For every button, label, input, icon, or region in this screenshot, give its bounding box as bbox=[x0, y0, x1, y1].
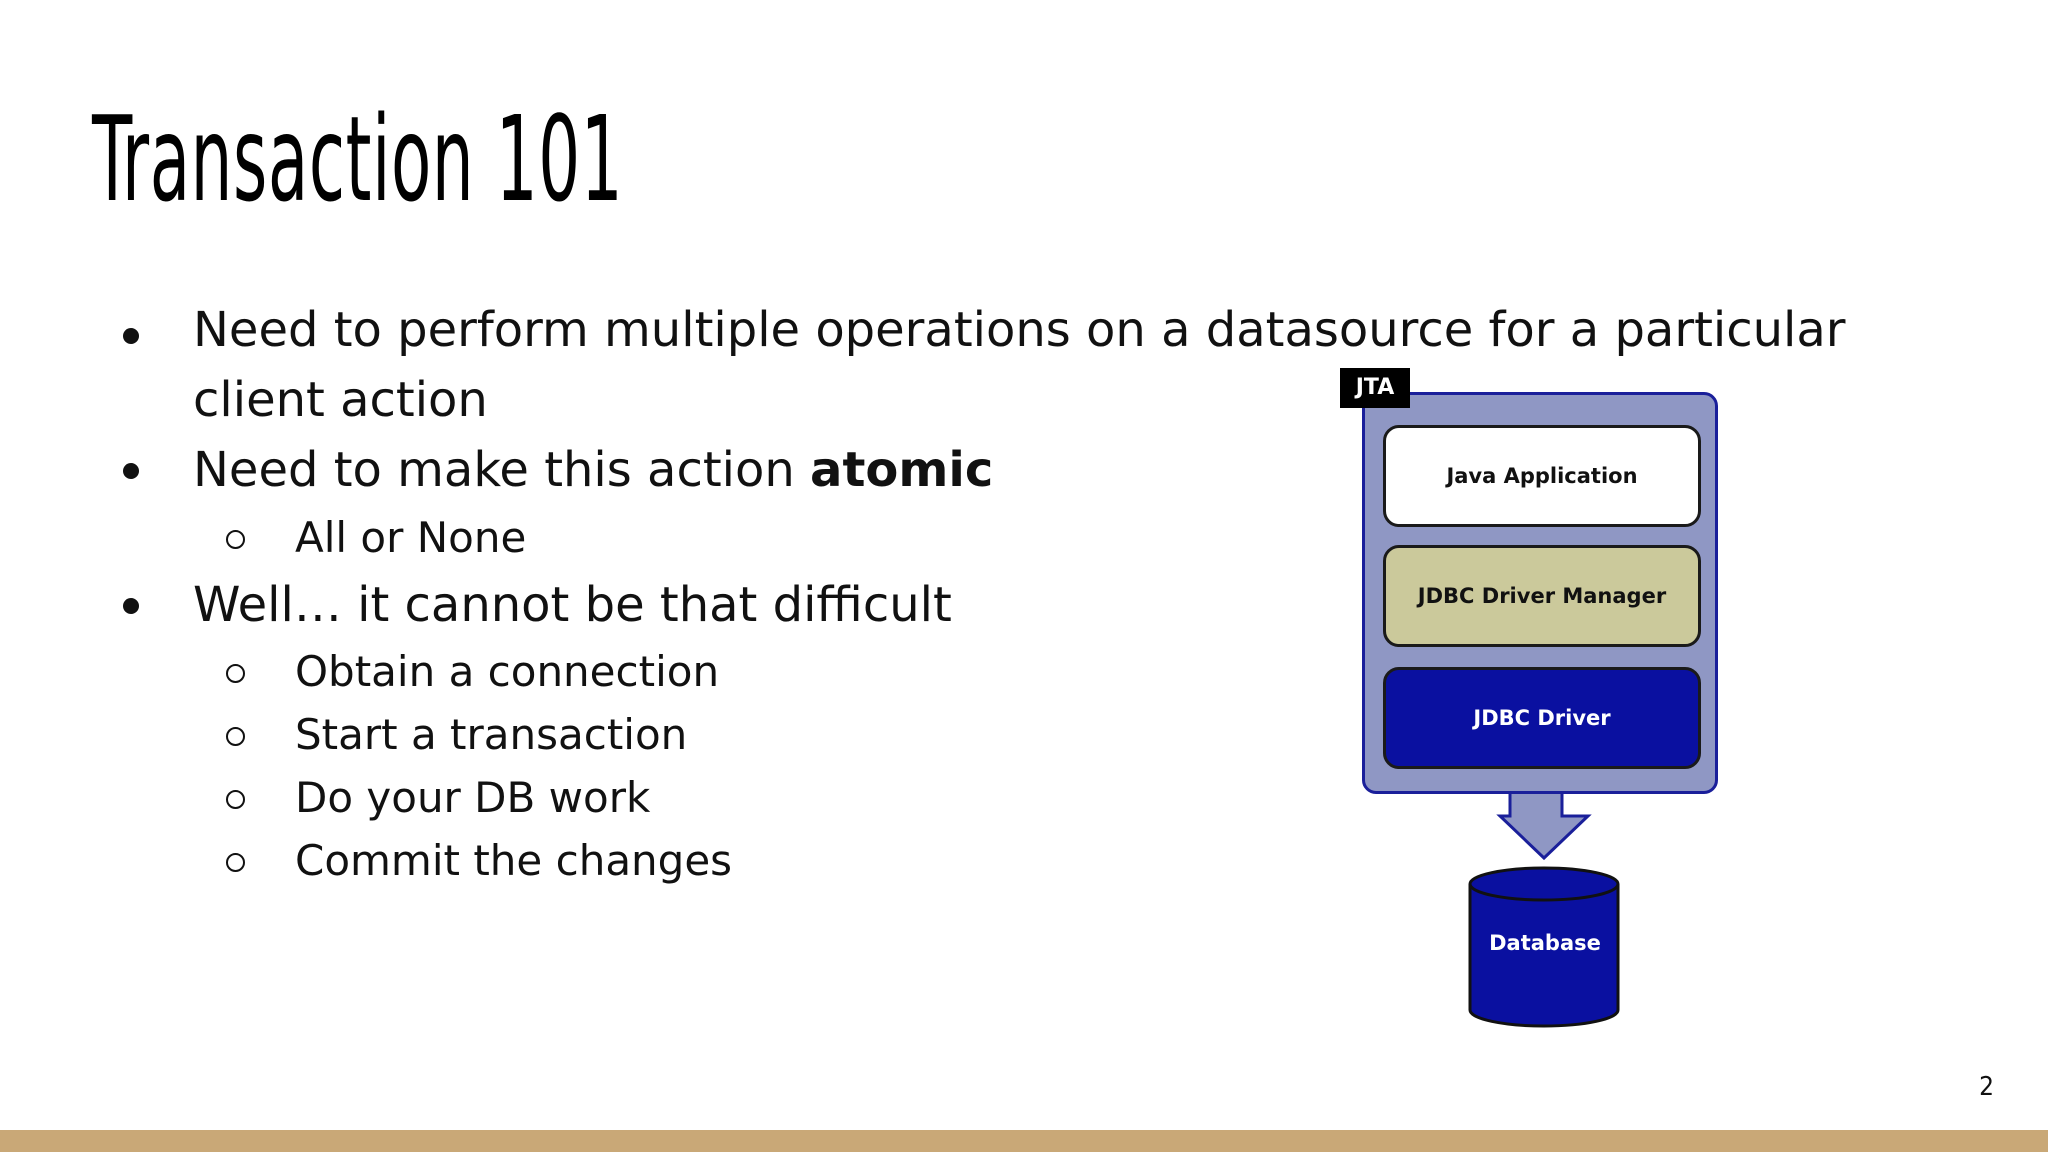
jta-tag: JTA bbox=[1340, 368, 1410, 408]
sub-bullet-text: Do your DB work bbox=[295, 773, 651, 822]
bullet-text-continuation: client action bbox=[193, 372, 488, 428]
database-label: Database bbox=[1489, 931, 1601, 955]
jta-container bbox=[1362, 392, 1718, 794]
sub-bullet-text: All or None bbox=[295, 513, 527, 562]
bullet-marker bbox=[123, 463, 139, 479]
bullet-text-bold: atomic bbox=[810, 442, 994, 498]
sub-bullet-marker bbox=[226, 727, 245, 746]
bullet-marker bbox=[123, 328, 139, 344]
slide-title: Transaction 101 bbox=[92, 90, 624, 228]
bullet-text-regular: Need to make this action bbox=[193, 442, 811, 498]
sub-bullet-marker bbox=[226, 530, 245, 549]
bullet-marker bbox=[123, 598, 139, 614]
sub-bullet-text: Obtain a connection bbox=[295, 647, 720, 696]
sub-bullet-text: Commit the changes bbox=[295, 836, 733, 885]
bullet-text: Need to perform multiple operations on a datasource for a particular bbox=[193, 302, 1846, 358]
jdbc-driver-layer: JDBC Driver bbox=[1383, 667, 1701, 769]
page-number: 2 bbox=[1979, 1072, 1994, 1102]
java-application-layer: Java Application bbox=[1383, 425, 1701, 527]
bullet-text: Well… it cannot be that difficult bbox=[193, 577, 952, 633]
down-arrow-icon bbox=[1500, 792, 1588, 858]
jdbc-driver-manager-layer: JDBC Driver Manager bbox=[1383, 545, 1701, 647]
footer-bar bbox=[0, 1130, 2048, 1152]
sub-bullet-marker bbox=[226, 853, 245, 872]
bullet-text bbox=[193, 435, 993, 505]
jta-architecture-diagram bbox=[1340, 368, 1720, 1028]
sub-bullet-marker bbox=[226, 790, 245, 809]
sub-bullet-text: Start a transaction bbox=[295, 710, 688, 759]
sub-bullet-marker bbox=[226, 664, 245, 683]
